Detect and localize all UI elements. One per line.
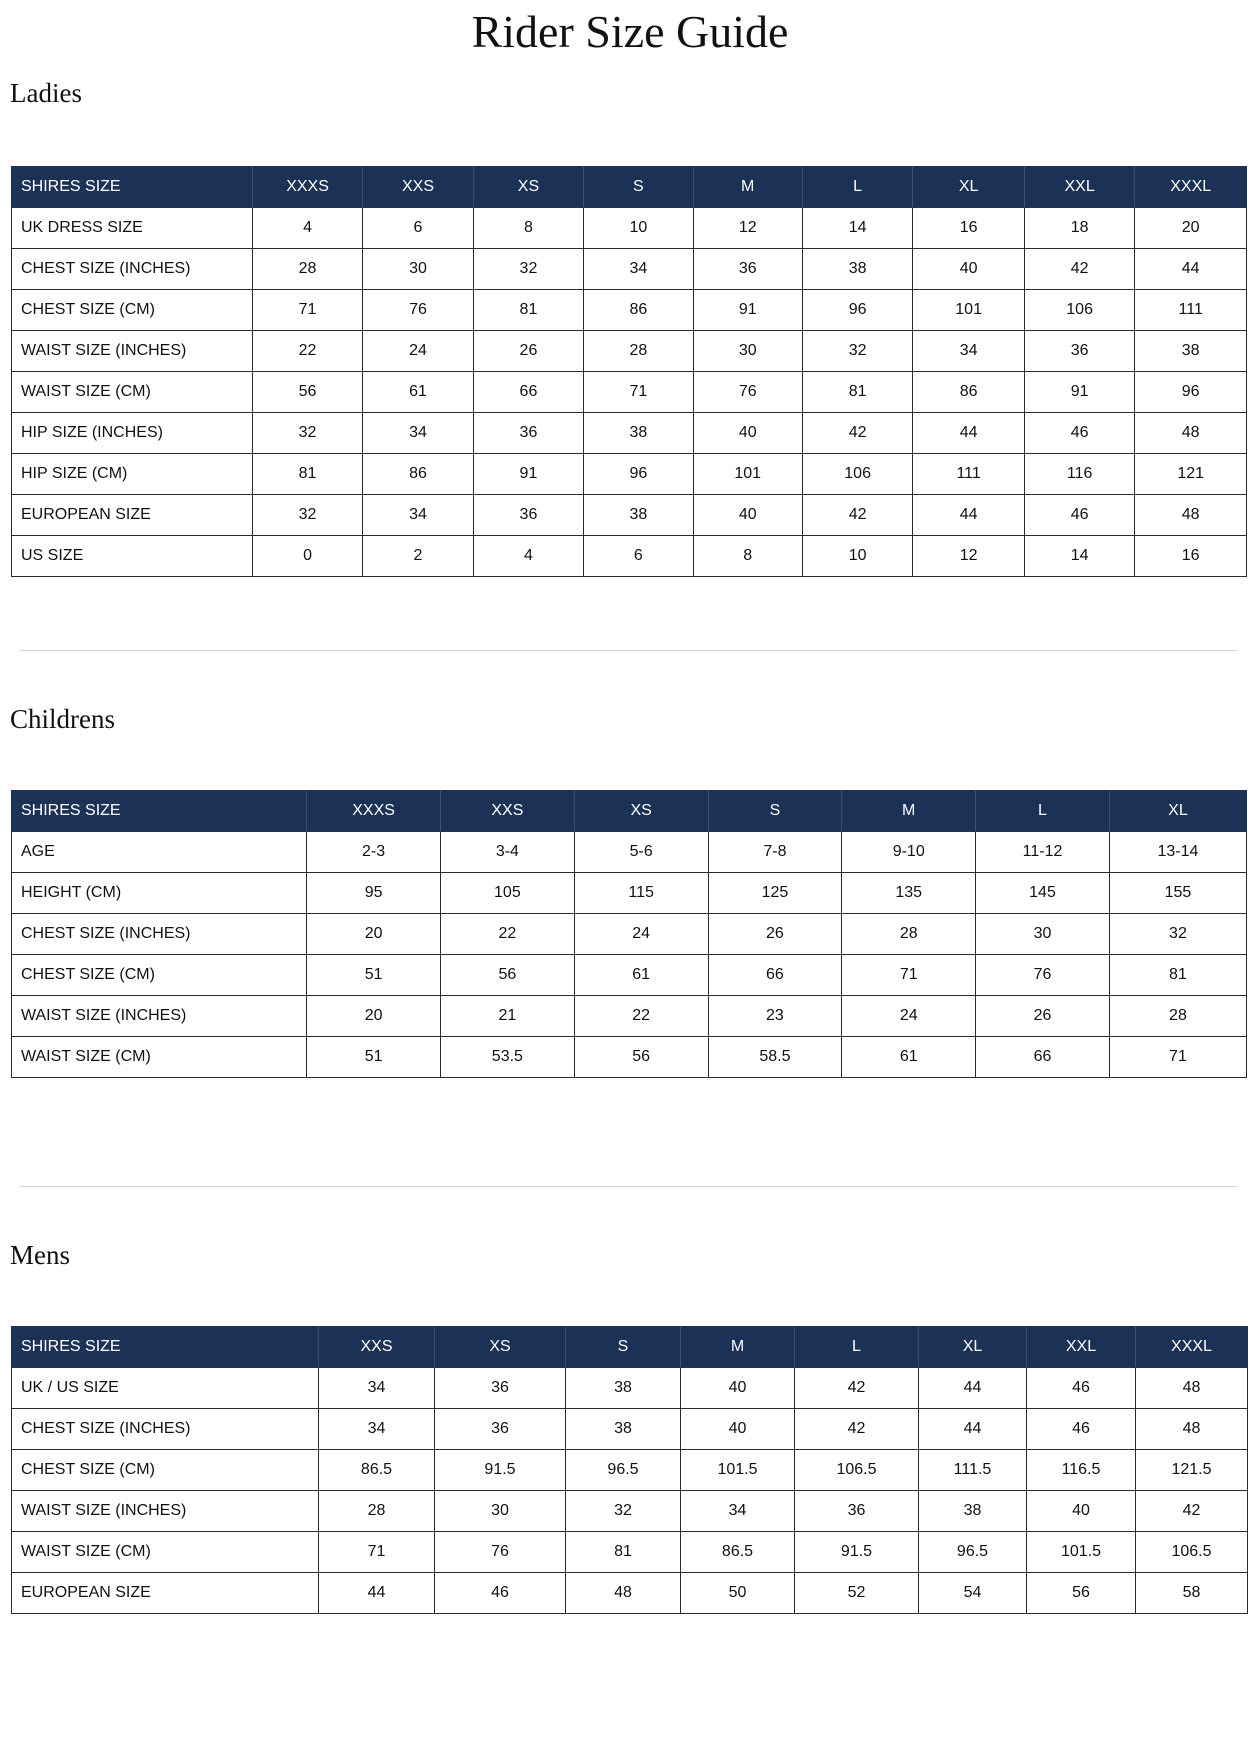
table-cell: 46 [1027,1368,1136,1409]
table-cell: 24 [842,996,976,1037]
table-cell: 46 [435,1573,566,1614]
table-cell: 71 [252,290,362,331]
table-cell: 18 [1024,208,1134,249]
table-cell: 22 [574,996,708,1037]
table-cell: 26 [976,996,1110,1037]
row-label: EUROPEAN SIZE [12,495,253,536]
table-cell: 34 [681,1491,795,1532]
column-header: SHIRES SIZE [12,1327,319,1368]
table-cell: 86 [913,372,1025,413]
table-header-row [12,1327,1248,1368]
table-cell: 52 [795,1573,919,1614]
page-title: Rider Size Guide [471,6,789,57]
column-header: M [693,167,802,208]
table-cell: 34 [319,1368,435,1409]
table-cell: 11-12 [976,832,1110,873]
ladies-size-table [11,166,1247,577]
table-cell: 76 [363,290,473,331]
table-cell: 71 [842,955,976,996]
table-row [12,914,1247,955]
row-label: HIP SIZE (INCHES) [12,413,253,454]
table-row [12,873,1247,914]
table-cell: 58 [1136,1573,1248,1614]
table-cell: 96.5 [566,1450,681,1491]
table-cell: 8 [693,536,802,577]
column-header: XXL [1027,1327,1136,1368]
table-row [12,1368,1248,1409]
table-cell: 66 [976,1037,1110,1078]
row-label: CHEST SIZE (INCHES) [12,914,307,955]
table-cell: 14 [802,208,912,249]
table-cell: 40 [693,495,802,536]
table-cell: 40 [693,413,802,454]
column-header: L [795,1327,919,1368]
table-cell: 9-10 [842,832,976,873]
row-label: AGE [12,832,307,873]
table-row [12,208,1247,249]
column-header: M [681,1327,795,1368]
column-header: M [842,791,976,832]
column-header: XL [919,1327,1027,1368]
row-label: CHEST SIZE (INCHES) [12,249,253,290]
table-header-row [12,791,1247,832]
table-cell: 28 [319,1491,435,1532]
table-cell: 32 [473,249,583,290]
table-cell: 106 [1024,290,1134,331]
table-cell: 46 [1024,495,1134,536]
table-cell: 6 [584,536,693,577]
column-header: S [708,791,842,832]
table-cell: 48 [1135,495,1247,536]
table-cell: 56 [440,955,574,996]
table-cell: 8 [473,208,583,249]
table-cell: 42 [795,1368,919,1409]
row-label: WAIST SIZE (CM) [12,1037,307,1078]
table-header-row [12,167,1247,208]
table-cell: 91.5 [435,1450,566,1491]
table-row [12,955,1247,996]
table-cell: 4 [473,536,583,577]
table-cell: 42 [795,1409,919,1450]
table-row [12,372,1247,413]
row-label: HIP SIZE (CM) [12,454,253,495]
table-cell: 86.5 [681,1532,795,1573]
table-cell: 51 [307,955,441,996]
row-label: WAIST SIZE (CM) [12,372,253,413]
table-cell: 76 [976,955,1110,996]
table-cell: 53.5 [440,1037,574,1078]
column-header: XXXL [1135,167,1247,208]
table-cell: 10 [802,536,912,577]
table-cell: 48 [566,1573,681,1614]
column-header: S [584,167,693,208]
column-header: XS [574,791,708,832]
table-cell: 20 [307,914,441,955]
table-cell: 71 [1109,1037,1246,1078]
table-cell: 40 [681,1368,795,1409]
table-cell: 106.5 [1136,1532,1248,1573]
row-label: WAIST SIZE (CM) [12,1532,319,1573]
table-cell: 36 [1024,331,1134,372]
table-cell: 2-3 [307,832,441,873]
table-cell: 32 [252,495,362,536]
column-header: XL [913,167,1025,208]
table-cell: 61 [574,955,708,996]
table-cell: 155 [1109,873,1246,914]
table-row [12,331,1247,372]
table-cell: 32 [566,1491,681,1532]
table-row [12,1409,1248,1450]
table-cell: 32 [252,413,362,454]
table-cell: 81 [473,290,583,331]
table-cell: 42 [802,495,912,536]
table-cell: 22 [440,914,574,955]
table-row [12,413,1247,454]
column-header: L [802,167,912,208]
table-cell: 61 [363,372,473,413]
table-row [12,290,1247,331]
column-header: XXXL [1136,1327,1248,1368]
table-cell: 48 [1135,413,1247,454]
table-cell: 34 [913,331,1025,372]
table-cell: 38 [566,1368,681,1409]
table-cell: 0 [252,536,362,577]
table-cell: 105 [440,873,574,914]
table-cell: 111 [1135,290,1247,331]
table-cell: 4 [252,208,362,249]
table-cell: 21 [440,996,574,1037]
table-cell: 66 [708,955,842,996]
column-header: SHIRES SIZE [12,167,253,208]
table-cell: 86.5 [319,1450,435,1491]
table-cell: 51 [307,1037,441,1078]
table-cell: 135 [842,873,976,914]
row-label: WAIST SIZE (INCHES) [12,1491,319,1532]
table-cell: 42 [1136,1491,1248,1532]
table-cell: 36 [473,413,583,454]
table-row [12,495,1247,536]
childrens-size-table [11,790,1247,1078]
table-cell: 2 [363,536,473,577]
row-label: UK / US SIZE [12,1368,319,1409]
table-cell: 5-6 [574,832,708,873]
table-row [12,832,1247,873]
table-cell: 101.5 [681,1450,795,1491]
table-cell: 86 [363,454,473,495]
table-cell: 44 [913,495,1025,536]
section-heading-ladies: Ladies [10,78,82,108]
table-cell: 106 [802,454,912,495]
table-cell: 34 [363,413,473,454]
column-header: XXL [1024,167,1134,208]
table-cell: 116.5 [1027,1450,1136,1491]
row-label: WAIST SIZE (INCHES) [12,996,307,1037]
table-cell: 36 [435,1368,566,1409]
section-heading-mens: Mens [10,1240,70,1270]
table-cell: 3-4 [440,832,574,873]
table-cell: 38 [802,249,912,290]
table-cell: 34 [584,249,693,290]
table-cell: 7-8 [708,832,842,873]
table-cell: 81 [252,454,362,495]
row-label: WAIST SIZE (INCHES) [12,331,253,372]
table-row [12,1573,1248,1614]
table-cell: 40 [913,249,1025,290]
row-label: CHEST SIZE (CM) [12,1450,319,1491]
table-cell: 36 [435,1409,566,1450]
table-row [12,1491,1248,1532]
table-row [12,1532,1248,1573]
table-cell: 46 [1027,1409,1136,1450]
table-cell: 66 [473,372,583,413]
table-cell: 23 [708,996,842,1037]
table-cell: 81 [802,372,912,413]
table-cell: 91 [1024,372,1134,413]
table-cell: 56 [1027,1573,1136,1614]
table-cell: 10 [584,208,693,249]
table-cell: 86 [584,290,693,331]
table-cell: 40 [1027,1491,1136,1532]
table-cell: 121.5 [1136,1450,1248,1491]
table-cell: 24 [574,914,708,955]
table-cell: 6 [363,208,473,249]
table-cell: 48 [1136,1409,1248,1450]
table-cell: 91 [693,290,802,331]
column-header: XXS [363,167,473,208]
table-cell: 111 [913,454,1025,495]
table-cell: 38 [584,495,693,536]
table-cell: 20 [307,996,441,1037]
table-cell: 24 [363,331,473,372]
table-cell: 34 [363,495,473,536]
table-cell: 30 [363,249,473,290]
table-cell: 38 [1135,331,1247,372]
row-label: CHEST SIZE (INCHES) [12,1409,319,1450]
table-cell: 71 [584,372,693,413]
table-cell: 61 [842,1037,976,1078]
table-cell: 26 [708,914,842,955]
table-row [12,1037,1247,1078]
table-cell: 36 [795,1491,919,1532]
table-row [12,1450,1248,1491]
table-cell: 42 [1024,249,1134,290]
table-cell: 46 [1024,413,1134,454]
table-cell: 145 [976,873,1110,914]
table-cell: 81 [566,1532,681,1573]
table-cell: 36 [693,249,802,290]
table-cell: 38 [566,1409,681,1450]
table-cell: 71 [319,1532,435,1573]
row-label: US SIZE [12,536,253,577]
table-cell: 36 [473,495,583,536]
section-divider [20,1186,1238,1187]
table-cell: 32 [1109,914,1246,955]
section-heading-childrens: Childrens [10,704,115,734]
column-header: XS [473,167,583,208]
row-label: CHEST SIZE (CM) [12,955,307,996]
table-cell: 22 [252,331,362,372]
table-cell: 106.5 [795,1450,919,1491]
column-header: XXXS [307,791,441,832]
table-cell: 13-14 [1109,832,1246,873]
mens-size-table [11,1326,1248,1614]
column-header: SHIRES SIZE [12,791,307,832]
table-cell: 56 [252,372,362,413]
table-cell: 44 [1135,249,1247,290]
table-cell: 96 [584,454,693,495]
table-cell: 101.5 [1027,1532,1136,1573]
table-cell: 50 [681,1573,795,1614]
table-cell: 81 [1109,955,1246,996]
column-header: XXS [319,1327,435,1368]
table-cell: 20 [1135,208,1247,249]
table-cell: 16 [913,208,1025,249]
table-cell: 16 [1135,536,1247,577]
table-cell: 28 [584,331,693,372]
row-label: HEIGHT (CM) [12,873,307,914]
table-cell: 101 [693,454,802,495]
table-row [12,249,1247,290]
table-cell: 121 [1135,454,1247,495]
column-header: L [976,791,1110,832]
table-cell: 30 [435,1491,566,1532]
table-cell: 44 [919,1409,1027,1450]
table-cell: 32 [802,331,912,372]
table-cell: 91 [473,454,583,495]
table-cell: 125 [708,873,842,914]
table-cell: 44 [913,413,1025,454]
column-header: XXS [440,791,574,832]
table-cell: 96 [1135,372,1247,413]
table-cell: 54 [919,1573,1027,1614]
table-cell: 91.5 [795,1532,919,1573]
table-cell: 38 [919,1491,1027,1532]
table-row [12,454,1247,495]
table-cell: 96.5 [919,1532,1027,1573]
table-cell: 38 [584,413,693,454]
table-cell: 101 [913,290,1025,331]
row-label: EUROPEAN SIZE [12,1573,319,1614]
table-cell: 76 [693,372,802,413]
table-cell: 30 [976,914,1110,955]
table-cell: 115 [574,873,708,914]
column-header: XXXS [252,167,362,208]
section-divider [20,650,1238,651]
table-cell: 95 [307,873,441,914]
column-header: XS [435,1327,566,1368]
table-cell: 44 [919,1368,1027,1409]
table-cell: 111.5 [919,1450,1027,1491]
table-cell: 42 [802,413,912,454]
table-cell: 34 [319,1409,435,1450]
table-cell: 76 [435,1532,566,1573]
table-cell: 56 [574,1037,708,1078]
table-row [12,996,1247,1037]
table-cell: 58.5 [708,1037,842,1078]
column-header: XL [1109,791,1246,832]
table-cell: 30 [693,331,802,372]
column-header: S [566,1327,681,1368]
table-row [12,536,1247,577]
row-label: CHEST SIZE (CM) [12,290,253,331]
table-cell: 96 [802,290,912,331]
table-cell: 12 [913,536,1025,577]
table-cell: 48 [1136,1368,1248,1409]
row-label: UK DRESS SIZE [12,208,253,249]
table-cell: 12 [693,208,802,249]
table-cell: 26 [473,331,583,372]
table-cell: 14 [1024,536,1134,577]
table-cell: 44 [319,1573,435,1614]
table-cell: 28 [842,914,976,955]
table-cell: 28 [1109,996,1246,1037]
table-cell: 116 [1024,454,1134,495]
table-cell: 40 [681,1409,795,1450]
table-cell: 28 [252,249,362,290]
